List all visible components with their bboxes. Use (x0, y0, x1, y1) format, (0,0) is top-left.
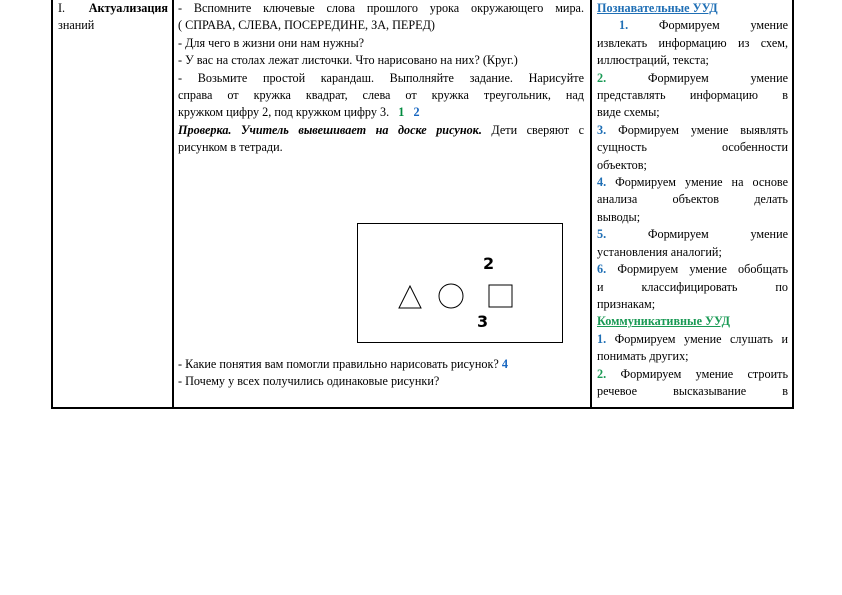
communicative-heading: Коммуникативные УУД (597, 314, 731, 329)
text-line: - У вас на столах лежат листочки. Что нарисовано на них? (Круг.) (178, 53, 518, 68)
check-line-2: рисунком в тетради. (178, 140, 283, 155)
stage-number: I. (58, 1, 66, 15)
ref-number: 1 (398, 105, 405, 120)
label-three: 3 (477, 312, 489, 331)
ref-number: 4 (501, 357, 508, 371)
triangle-shape (399, 286, 421, 308)
figure-box (357, 223, 563, 343)
text-line: - Для чего в жизни они нам нужны? (178, 35, 365, 50)
check-line: Проверка. Учитель вывешивает на доске рисунок. Дети сверяют с (178, 122, 584, 137)
stage-column (53, 0, 174, 407)
content-column (174, 0, 592, 407)
square-shape (489, 285, 512, 307)
stage-title: Актуализация (88, 1, 168, 15)
cognitive-heading: Познавательные УУД (597, 1, 718, 15)
teacher-text (178, 0, 584, 157)
uud-column (592, 0, 792, 407)
lesson-table (51, 0, 794, 409)
question-line: - Почему у всех получились одинаковые рисунки? (178, 374, 440, 388)
text-line-with-refs: кружком цифру 2, под кружком цифру 3. 1 2 (178, 105, 420, 120)
text-line: ( СПРАВА, СЛЕВА, ПОСЕРЕДИНЕ, ЗА, ПЕРЕД) (178, 18, 435, 33)
uud-text: Познавательные УУД 1. Формируем умение извлекать информацию из схем, иллюстраций, текста; 2. Формируем умение представлять информацию в виде схемы; 3. Формируем умение выявлять сущность особенности объектов; 4. Формируем умение на основе анализа объектов делать выводы; 5. Формируем умение установления аналогий; 6. Формируем умение обобщать и классифицировать по признакам; Коммуникативные УУД 1. Формируем умение слушать и понимать других; 2. Формируем умение строить речевое высказывание в (597, 1, 789, 398)
text-line: - Вспомните ключевые слова прошлого урока окружающего мира. (178, 1, 584, 15)
stage-title-rest: знаний (58, 18, 95, 33)
text-line: справа от кружка квадрат, слева от кружка треугольник, над (178, 88, 584, 103)
label-two: 2 (483, 254, 495, 273)
shapes-drawing (358, 224, 562, 342)
text-line: - Возьмите простой карандаш. Выполняйте задание. Нарисуйте (178, 70, 584, 85)
ref-number: 2 (413, 105, 420, 120)
circle-shape (439, 284, 463, 308)
check-italic: Проверка. Учитель вывешивает на доске рисунок. (178, 122, 482, 137)
stage-cell (58, 0, 168, 35)
question-line: - Какие понятия вам помогли правильно нарисовать рисунок? 4 (178, 357, 508, 371)
